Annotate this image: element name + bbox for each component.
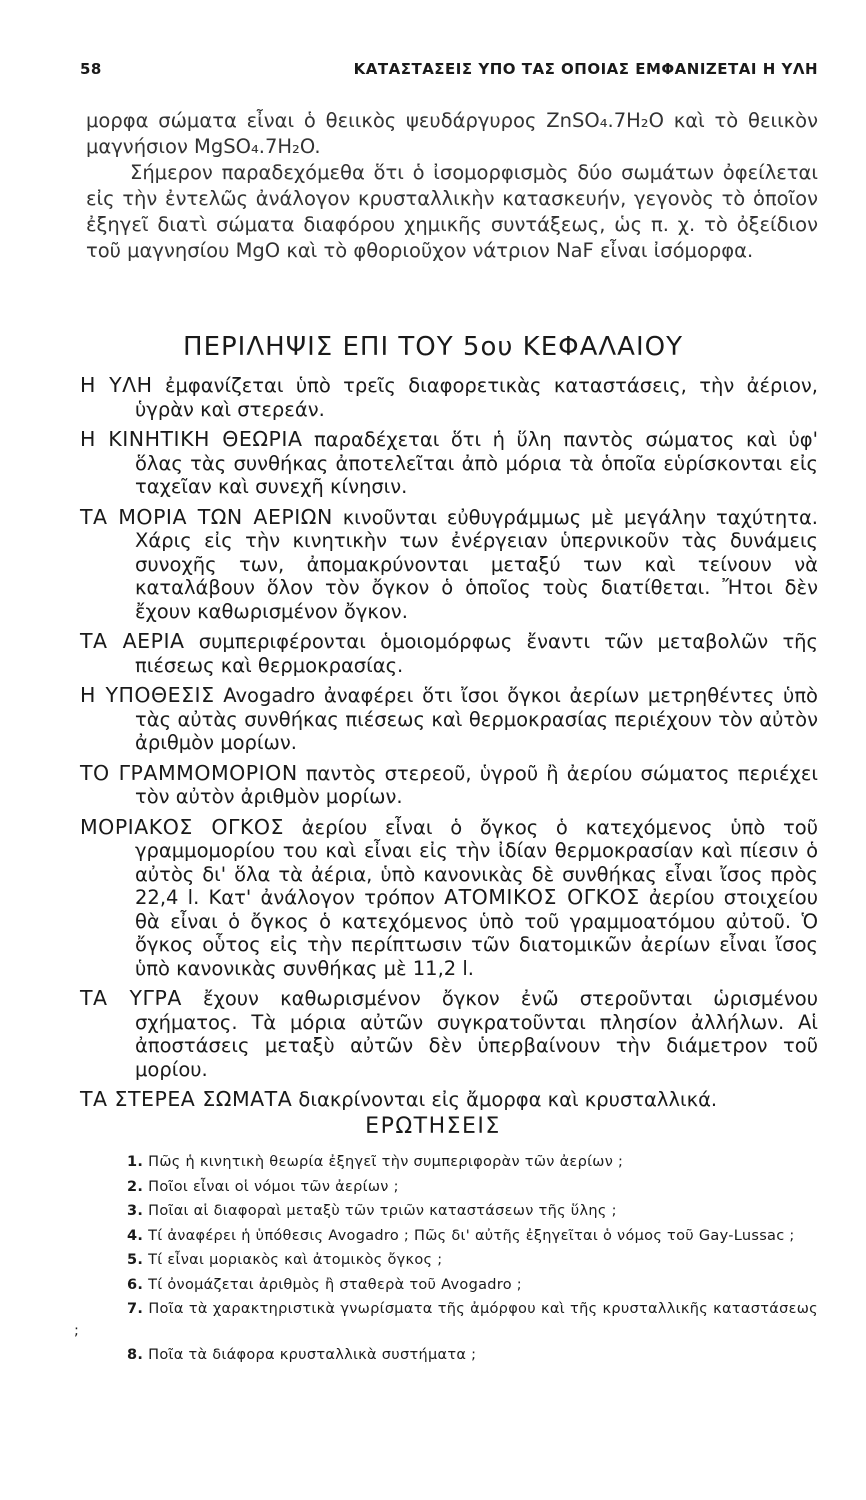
question-text: Ποῖοι εἶναι οἱ νόμοι τῶν ἀερίων ; xyxy=(143,1178,399,1195)
summary-text: παντὸς στερεοῦ, ὑγροῦ ἢ ἀερίου σώματος περιέχει τὸν αὐτὸν ἀριθμὸν μορίων. xyxy=(135,761,818,808)
intro-paragraph: μορφα σώματα εἶναι ὁ θειικὸς ψευδάργυρος ZnSO₄.7H₂O καὶ τὸ θειικὸν μαγνήσιον MgSO₄.7H₂O. xyxy=(86,109,818,158)
question-item xyxy=(74,1152,818,1174)
question-item xyxy=(74,1250,818,1272)
summary-item xyxy=(80,428,818,499)
question-text: Ποῖα τὰ χαρακτηριστικὰ γνωρίσματα τῆς ἀμόρφου καὶ τῆς κρυσταλλικῆς καταστάσεως ; xyxy=(74,1301,818,1339)
question-item xyxy=(74,1345,818,1367)
summary-term: ΤΑ ΥΓΡΑ xyxy=(80,986,182,1010)
summary-text: ἔχουν καθωρισμένον ὄγκον ἐνῶ στεροῦνται ὡρισμένου σχήματος. Τὰ μόρια αὐτῶν συγκρατοῦνται πλησίον ἀλλήλων. Αἱ ἀποστάσεις μεταξὺ αὐτῶν δὲν ὑπερβαίνουν τὴν διάμετρον τοῦ μορίου. xyxy=(135,987,818,1081)
summary-term: ΤΑ ΑΕΡΙΑ xyxy=(80,629,185,653)
question-item xyxy=(74,1226,818,1248)
summary-text: κινοῦνται εὐθυγράμμως μὲ μεγάλην ταχύτητα. Χάρις εἰς τὴν κινητικὴν των ἐνέργειαν ὑπερνικοῦν τὰς δυνάμεις συνοχῆς των, ἀπομακρύνονται μεταξύ των καὶ τείνουν νὰ καταλάβουν ὅλον τὸν ὄγκον ὁ ὁποῖος τοὺς διατίθεται. Ἤτοι δὲν ἔχουν καθωρισμένον ὄγκον. xyxy=(135,505,819,623)
question-text: Πῶς ἡ κινητικὴ θεωρία ἐξηγεῖ τὴν συμπεριφορὰν τῶν ἀερίων ; xyxy=(143,1154,624,1170)
summary-item xyxy=(80,762,818,809)
question-number: 7. xyxy=(127,1301,144,1317)
question-text: Τί ἀναφέρει ἡ ὑπόθεσις Avogadro ; Πῶς δι' αὐτῆς ἐξηγεῖται ὁ νόμος τοῦ Gay-Lussac ; xyxy=(143,1227,795,1244)
summary-item xyxy=(80,684,818,755)
summary-term: ΤΑ ΣΤΕΡΕΑ ΣΩΜΑΤΑ xyxy=(80,1087,293,1111)
summary-item xyxy=(80,374,818,421)
question-item xyxy=(74,1275,818,1297)
running-title: ΚΑΤΑΣΤΑΣΕΙΣ ΥΠΟ ΤΑΣ ΟΠΟΙΑΣ ΕΜΦΑΝΙΖΕΤΑΙ Η ΥΛΗ xyxy=(353,60,818,78)
question-number: 8. xyxy=(127,1347,144,1363)
summary-text: Avogadro ἀναφέρει ὅτι ἴσοι ὄγκοι ἀερίων μετρηθέντες ὑπὸ τὰς αὐτὰς συνθήκας πιέσεως καὶ θερμοκρασίας περιέχουν τὸν αὐτὸν ἀριθμὸν μορίων. xyxy=(135,684,818,754)
summary-item xyxy=(80,506,818,624)
question-number: 6. xyxy=(127,1276,144,1293)
intro-paragraph: Σήμερον παραδεχόμεθα ὅτι ὁ ἰσομορφισμὸς δύο σωμάτων ὀφείλεται εἰς τὴν ἐντελῶς ἀνάλογον κρυσταλλικὴν κατασκευήν, γεγονὸς τὸ ὁποῖον ἐξηγεῖ διατὶ σώματα διαφόρου χημικῆς συντάξεως, ὡς π. χ. τὸ ὀξείδιον τοῦ μαγνησίου MgO καὶ τὸ φθοριοῦχον νάτριον NaF εἶναι ἰσόμορφα. xyxy=(86,161,818,262)
summary-item xyxy=(80,816,818,981)
page-header xyxy=(80,60,818,78)
summary-term: Η ΥΠΟΘΕΣΙΣ xyxy=(80,683,215,707)
summary-text: παραδέχεται ὅτι ἡ ὕλη παντὸς σώματος καὶ ὑφ' ὅλας τὰς συνθήκας ἀποτελεῖται ἀπὸ μόρια τὰ ὁποῖα εὑρίσκονται εἰς ταχεῖαν καὶ συνεχῆ κίνησιν. xyxy=(135,428,818,498)
summary-term: ΜΟΡΙΑΚΟΣ ΟΓΚΟΣ xyxy=(80,814,284,839)
question-number: 4. xyxy=(127,1227,144,1244)
summary-term: Η ΚΙΝΗΤΙΚΗ ΘΕΩΡΙΑ xyxy=(80,427,303,451)
question-text: Τί εἶναι μοριακὸς καὶ ἀτομικὸς ὄγκος ; xyxy=(143,1252,443,1268)
question-text: Ποῖαι αἱ διαφοραὶ μεταξὺ τῶν τριῶν καταστάσεων τῆς ὕλης ; xyxy=(143,1203,617,1219)
summary-item xyxy=(80,1088,818,1112)
question-number: 2. xyxy=(127,1178,144,1195)
summary-term: ΤΑ ΜΟΡΙΑ ΤΩΝ ΑΕΡΙΩΝ xyxy=(80,504,333,529)
question-text: Ποῖα τὰ διάφορα κρυσταλλικὰ συστήματα ; xyxy=(143,1347,477,1363)
question-text: Τί ὀνομάζεται ἀριθμὸς ἢ σταθερὰ τοῦ Avogadro ; xyxy=(143,1276,522,1293)
summary-text: διακρίνονται εἰς ἄμορφα καὶ κρυσταλλικά. xyxy=(292,1088,718,1111)
summary-term: ΤΟ ΓΡΑΜΜΟΜΟΡΙΟΝ xyxy=(80,760,298,785)
questions-title: ΕΡΩΤΗΣΕΙΣ xyxy=(365,1114,501,1139)
summary-item xyxy=(80,630,818,677)
summary-item xyxy=(80,987,818,1081)
intro-text xyxy=(86,108,818,264)
summary-list xyxy=(80,374,818,1119)
summary-term: ΑΤΟΜΙΚΟΣ ΟΓΚΟΣ xyxy=(444,885,640,909)
summary-text: ἀερίου στοιχείου θὰ εἶναι ὁ ὄγκος ὁ κατεχόμενος ὑπὸ τοῦ γραμμοατόμου αὐτοῦ. Ὁ ὄγκος οὗτος εἰς τὴν περίπτωσιν τῶν διατομικῶν ἀερίων εἶναι ἴσος ὑπὸ κανονικὰς συνθήκας μὲ 11,2 l. xyxy=(135,886,818,980)
question-item xyxy=(74,1201,818,1223)
question-number: 5. xyxy=(127,1252,144,1268)
summary-text: ἐμφανίζεται ὑπὸ τρεῖς διαφορετικὰς καταστάσεις, τὴν ἀέριον, ὑγρὰν καὶ στερεάν. xyxy=(135,374,818,421)
summary-text: ἀερίου εἶναι ὁ ὄγκος ὁ κατεχόμενος ὑπὸ τοῦ γραμμομορίου του καὶ εἶναι εἰς τὴν ἰδίαν θερμοκρασίαν καὶ πίεσιν ὁ αὐτὸς δι' ὅλα τὰ ἀέρια, ὑπὸ κανονικὰς δὲ συνθήκας εἶναι ἴσος πρὸς 22,4 l. Κατ' ἀνάλογον τρόπον xyxy=(135,815,818,909)
summary-term: Η ΥΛΗ xyxy=(80,373,153,397)
summary-title: ΠΕΡΙΛΗΨΙΣ ΕΠΙ ΤΟΥ 5ου ΚΕΦΑΛΑΙΟΥ xyxy=(183,332,683,362)
question-item xyxy=(74,1177,818,1199)
questions-list xyxy=(74,1152,818,1370)
summary-text: συμπεριφέρονται ὁμοιομόρφως ἔναντι τῶν μεταβολῶν τῆς πιέσεως καὶ θερμοκρασίας. xyxy=(135,630,818,677)
page-number: 58 xyxy=(80,60,102,78)
question-item xyxy=(74,1299,818,1342)
question-number: 3. xyxy=(127,1203,144,1219)
question-number: 1. xyxy=(127,1154,144,1170)
